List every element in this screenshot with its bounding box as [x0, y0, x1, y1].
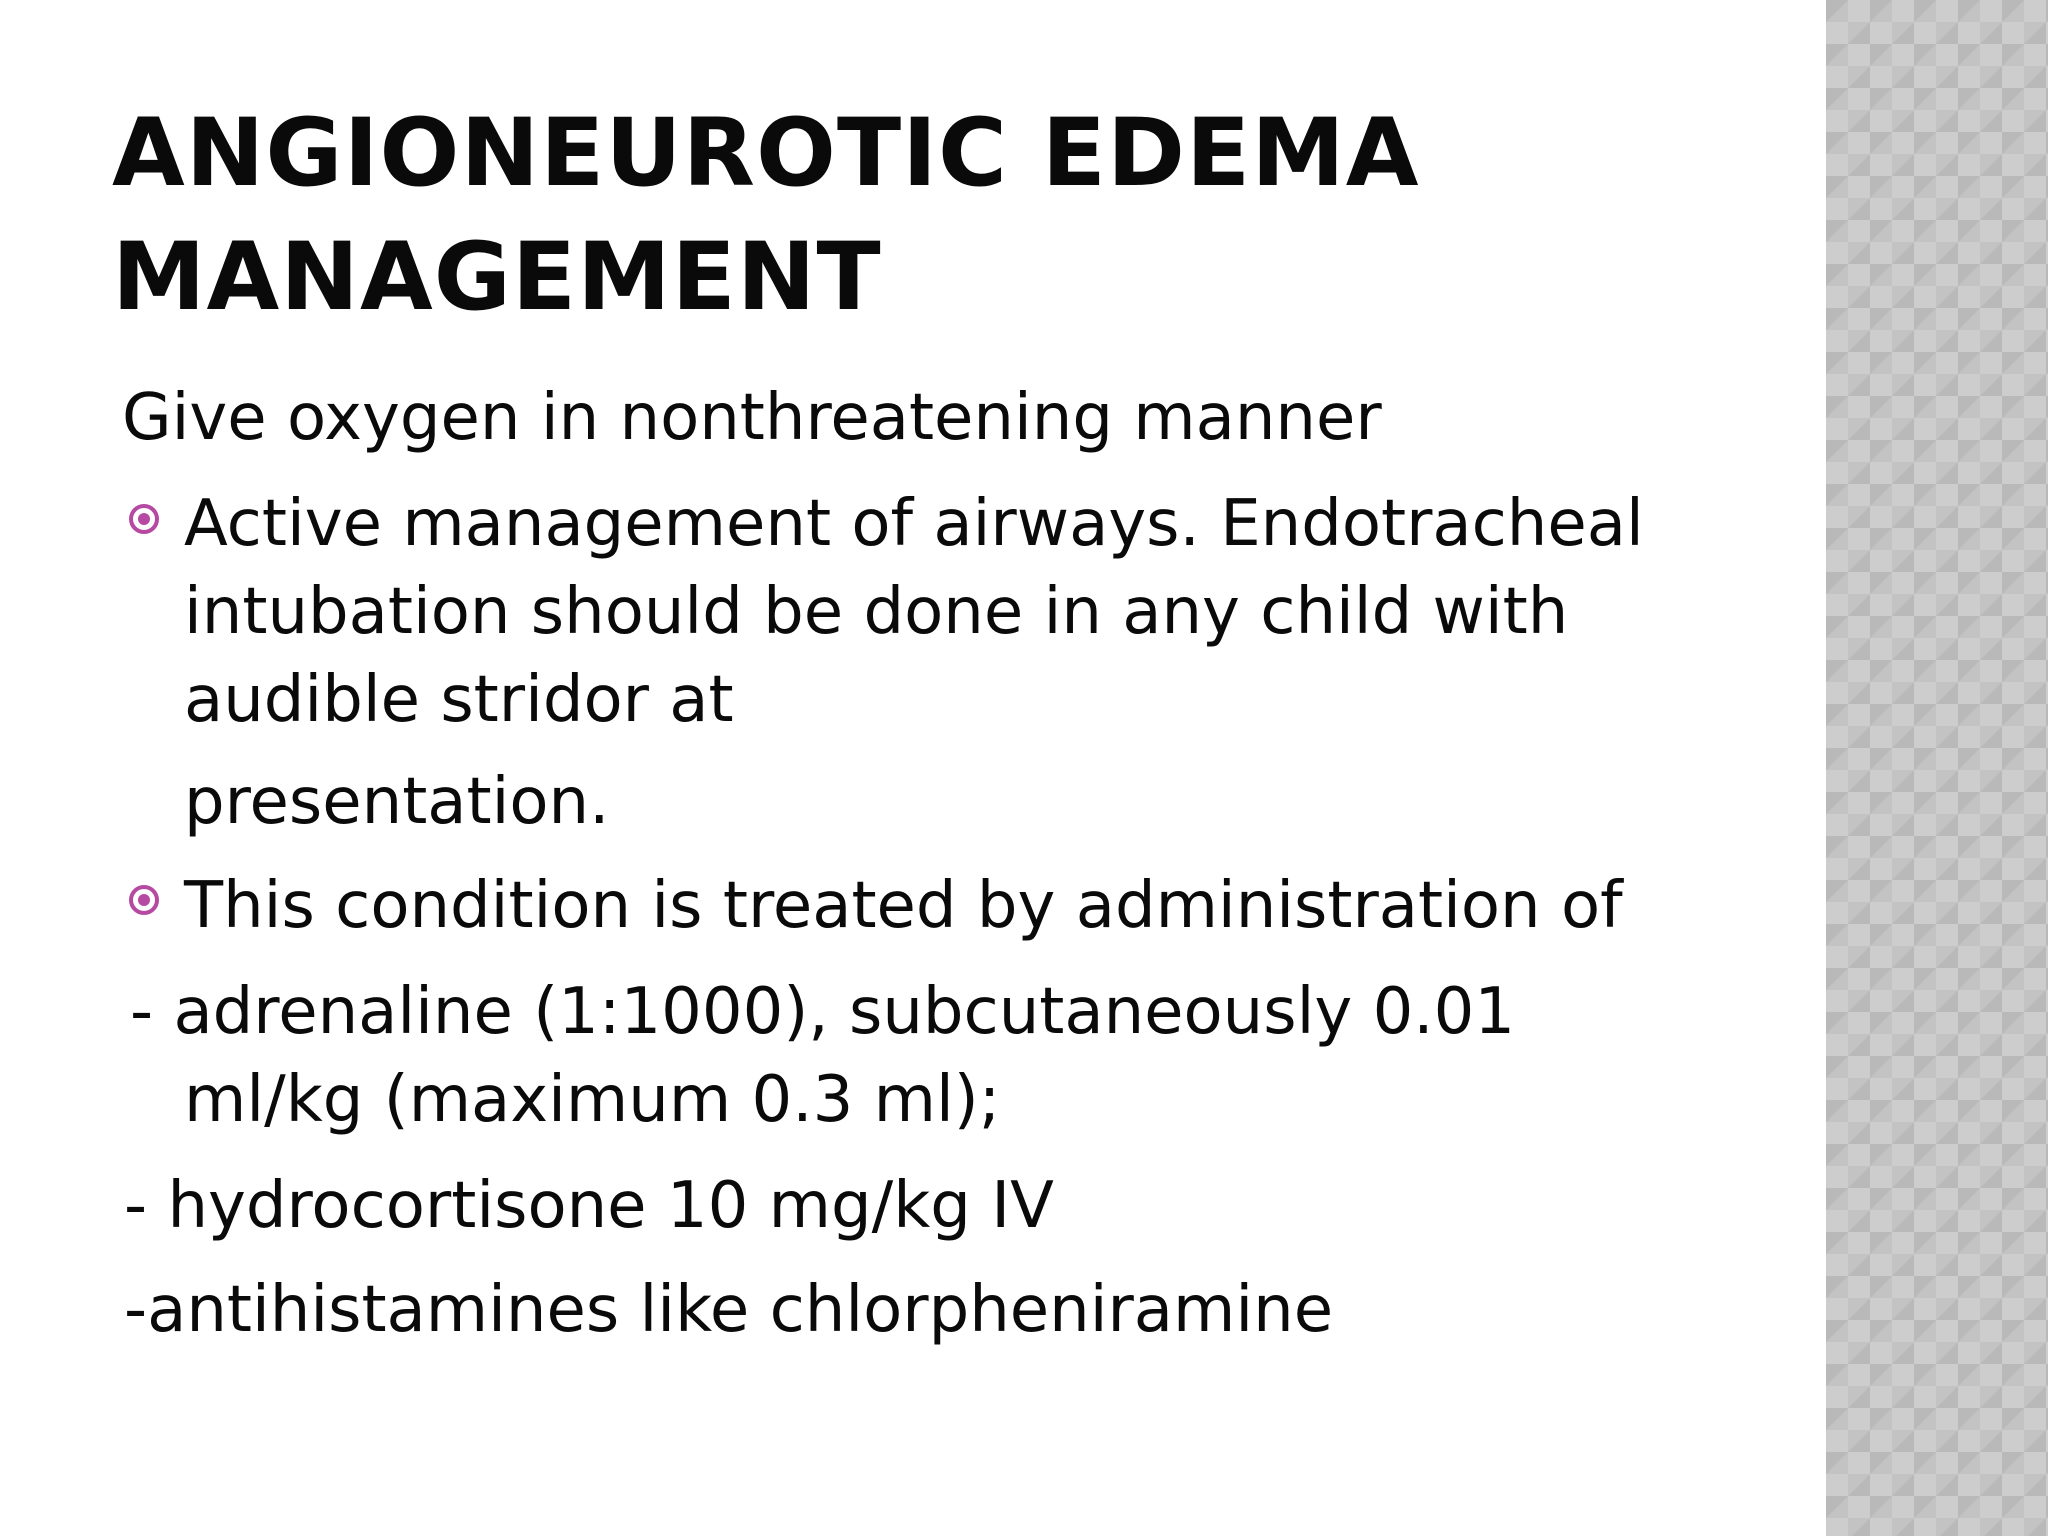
bullet-2-line-1: This condition is treated by administration of: [184, 869, 1623, 943]
bullet-dot: [138, 513, 150, 525]
adrenaline-line-2: ml/kg (maximum 0.3 ml);: [184, 1063, 1001, 1137]
bullet-1-line-4: presentation.: [184, 765, 610, 839]
bullet-1-line-1: Active management of airways. Endotracheal: [184, 487, 1644, 561]
antihistamines-line: -antihistamines like chlorpheniramine: [124, 1273, 1334, 1347]
bullet-1-line-2: intubation should be done in any child with: [184, 575, 1569, 649]
bullet-1-line-3: audible stridor at: [184, 663, 734, 737]
bullet-icon: [129, 885, 159, 915]
title-line-2: MANAGEMENT: [112, 223, 882, 332]
title-line-1: ANGIONEUROTIC EDEMA: [112, 99, 1420, 208]
bullet-dot: [138, 894, 150, 906]
oxygen-line: Give oxygen in nonthreatening manner: [122, 381, 1382, 455]
slide-title: [112, 92, 1772, 340]
bullet-icon: [129, 504, 159, 534]
hydrocortisone-line: - hydrocortisone 10 mg/kg IV: [124, 1169, 1054, 1243]
decorative-side-band: [1826, 0, 2048, 1536]
adrenaline-line-1: - adrenaline (1:1000), subcutaneously 0.01: [130, 975, 1516, 1049]
